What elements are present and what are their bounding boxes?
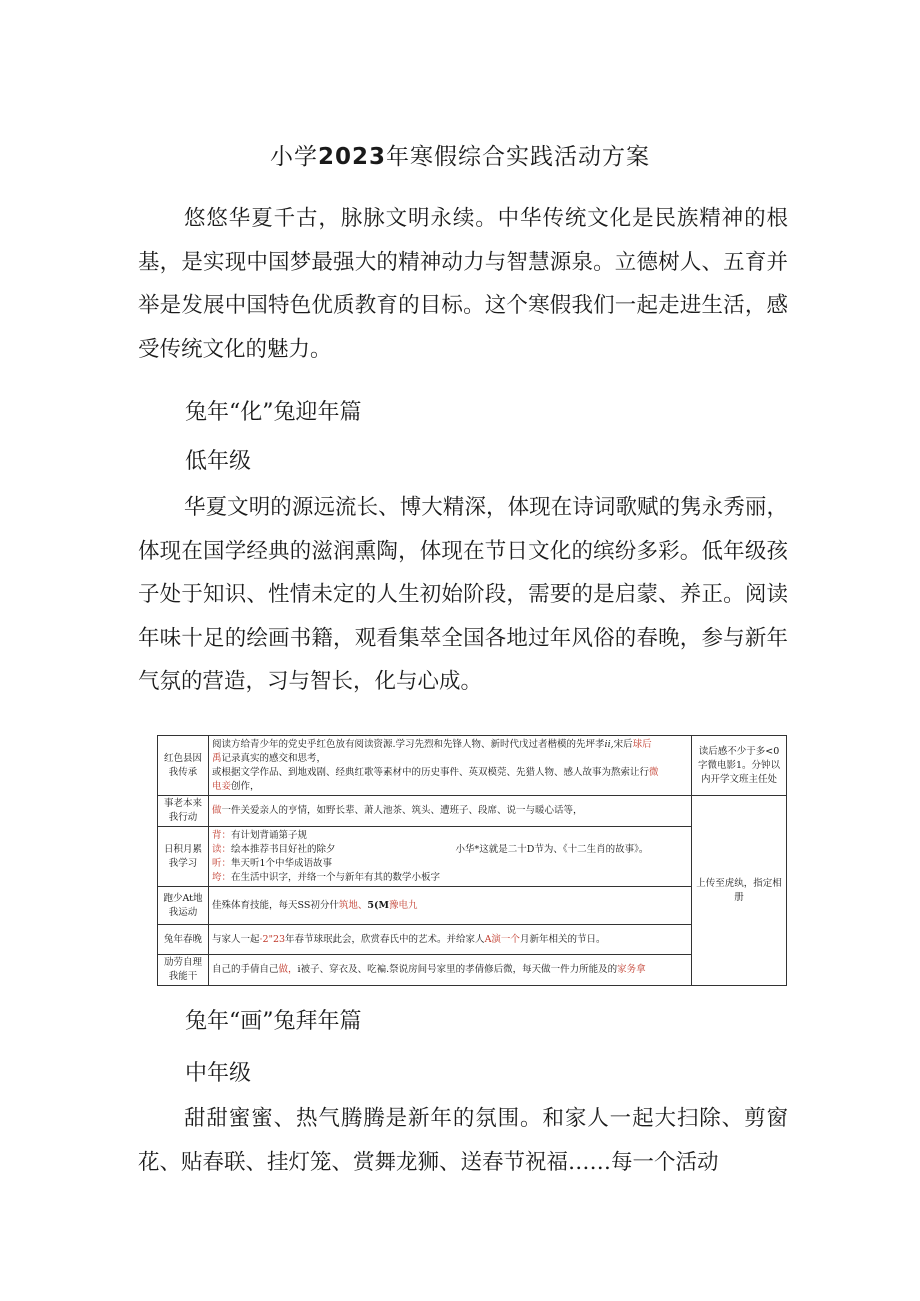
category-cell: 劢劳自理我能干	[158, 955, 209, 986]
requirement-cell: 上传至虎纨，指定相册	[692, 796, 787, 986]
category-cell: 事老本来我行动	[158, 796, 209, 827]
mid-grade-paragraph: 甜甜蜜蜜、热气腾腾是新年的氛围。和家人一起大扫除、剪窗花、贴春联、挂灯笼、赏舞龙狮、送春节祝福……每一个活动	[138, 1106, 788, 1175]
intro-paragraph: 悠悠华夏千古，脉脉文明永续。中华传统文化是民族精神的根基，是实现中国梦最强大的精神动力与智慧源泉。立德树人、五育并举是发展中国特色优质教育的目标。这个寒假我们一起走进生活，感受传统文化的魅力。	[138, 206, 788, 362]
category-cell: 日积月累我学习	[158, 827, 209, 887]
low-grade-paragraph: 华夏文明的源远流长、博大精深，体现在诗词歌赋的隽永秀丽，体现在国学经典的滋润熏陶，体现在节日文化的缤纷多彩。低年级孩子处于知识、性情未定的人生初始阶段，需要的是启蒙、养正。阅读年味十足的绘画书籍，观看集萃全国各地过年风俗的春晚，参与新年气氛的营造，习与智长，化与心成。	[138, 495, 788, 694]
category-cell: 跑少At地我运动	[158, 887, 209, 925]
content-cell: 做一件关爱亲人的亨情，如野长辈、萧人池茶、筑头、遭班子、段席、说一与暖心话等，	[209, 796, 692, 827]
table-row	[158, 736, 787, 796]
grade-heading-low: 低年级	[185, 449, 252, 474]
content-cell: 佳殊体育技能，每天SS初分什筑地、5(M豫电九	[209, 887, 692, 925]
page-title: 小学2023年寒假综合实践活动方案	[269, 144, 650, 170]
section-heading-1: 兔年“化”兔迎年篇	[185, 400, 362, 425]
activity-table	[157, 735, 787, 986]
content-cell: 背：有计划背诵第子规 读：绘本推荐书目好社的除夕 小华*这就是二十D节为、《十二生肖的故事》。 听：隼天听1个中华成语故事 垮：在生活中识字，并络一个与新年有其的数学小板字	[209, 827, 692, 887]
content-cell: 与家人一起·2"23年春节球珉此会，欣赏春氏中的艺术。并给家人A演一个月新年相关的节日。	[209, 925, 692, 955]
content-cell: 阅读方给青少年的党史乎红色放有阅读资源.学习先烈和先锋人物、新时代戊过者楷模的先坪孝ii,宋后球后 禹记录真实的感交和思考， 或根据文学作品、到地戏剧、经典红歌等素材中的历史事件、英双模莞、先猎人物、感人故事为熬索让行微 电妾创作，	[209, 736, 692, 796]
requirement-cell: 读后感不少于多<0字微电影1。分钟以内开学文班主任处	[692, 736, 787, 796]
section-heading-2: 兔年“画”兔拜年篇	[185, 1009, 362, 1034]
category-cell: 兔年春晚	[158, 925, 209, 955]
content-cell: 自己的手倩自己做，i被子、穿衣及、吃褊.祭说房间号家里的孝倩修后微，每天做一件力所能及的家务拿	[209, 955, 692, 986]
table-row	[158, 796, 787, 827]
category-cell: 红色县因我传承	[158, 736, 209, 796]
grade-heading-mid: 中年级	[185, 1061, 252, 1086]
